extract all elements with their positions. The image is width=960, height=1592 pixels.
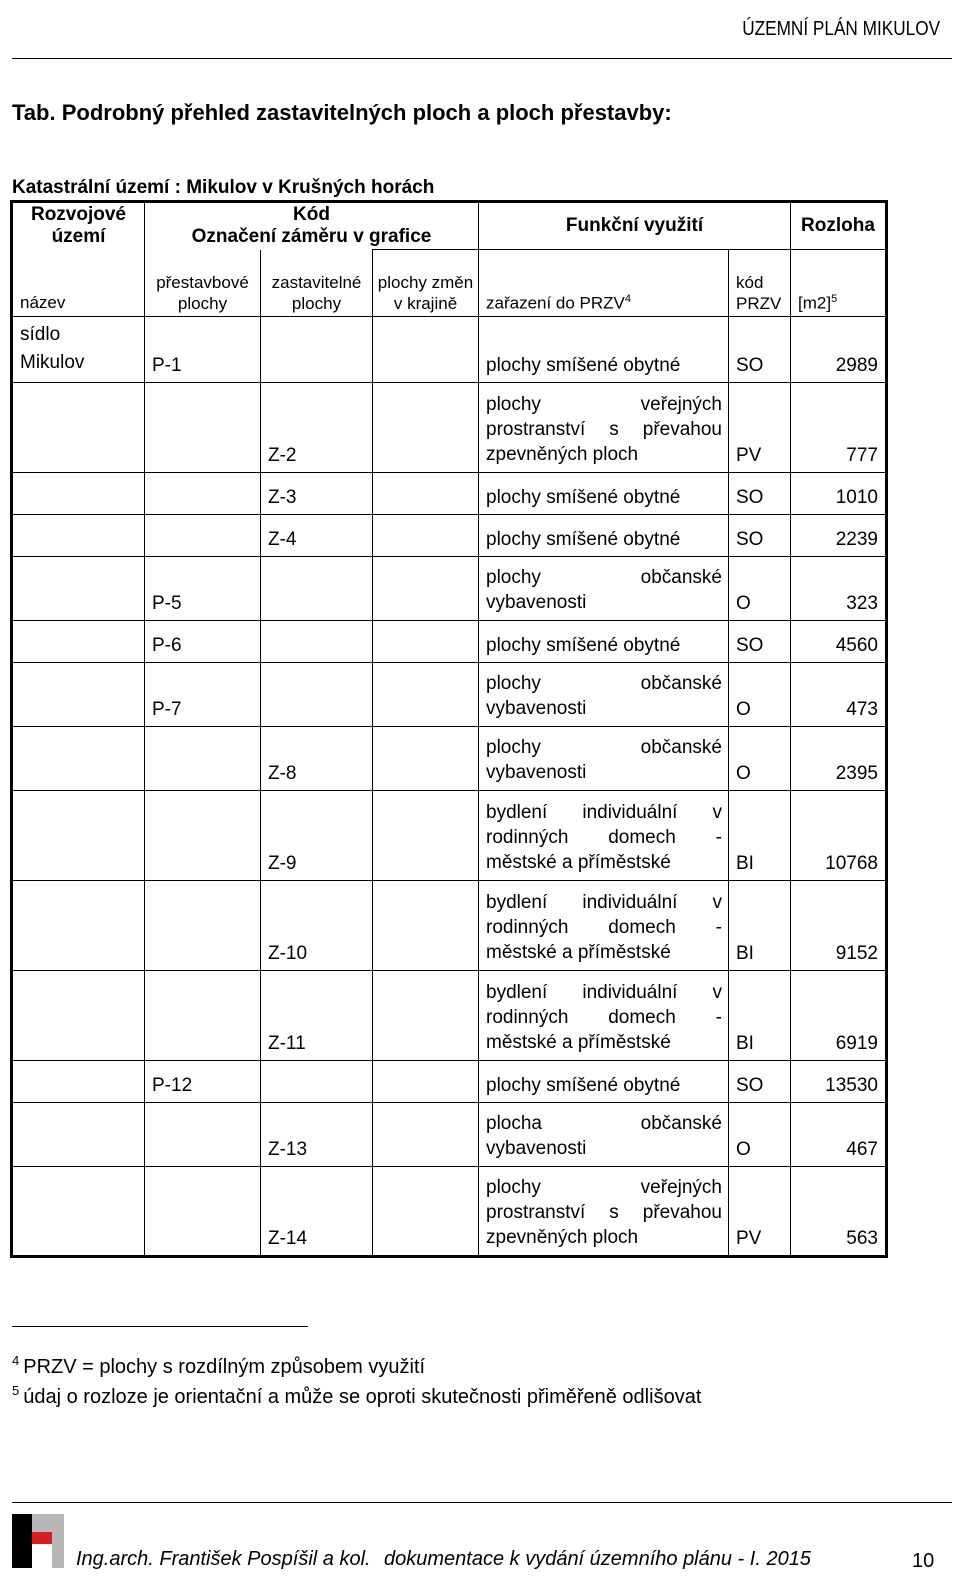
row-rozloha: 473 [791,663,887,727]
table-row [12,317,145,383]
row-zmena [373,473,479,515]
head-funkcni-vyuziti: Funkční využití [479,202,791,250]
row-kod: O [729,1103,791,1167]
row-zmena [373,317,479,383]
row-zastavitelna: Z-13 [261,1103,373,1167]
row-nazev [12,1167,145,1257]
row-rozloha: 467 [791,1103,887,1167]
footer-document: dokumentace k vydání územního plánu - I. 2015 [384,1548,811,1570]
row-rozloha: 563 [791,1167,887,1257]
page-number: 10 [912,1550,935,1572]
row-kod: O [729,663,791,727]
row-kod: SO [729,473,791,515]
head-kod: Kód Označení záměru v grafice [145,202,479,250]
row-rozloha: 13530 [791,1061,887,1103]
row-prestavba [145,383,261,473]
cadastre-label: Katastrální území : Mikulov v Krušných horách [12,177,435,198]
row-prestavba: P-1 [145,317,261,383]
row-prestavba [145,971,261,1061]
head-rozloha: Rozloha [791,202,887,250]
row-rozloha: 1010 [791,473,887,515]
head-zarazeni: zařazení do PRZV$^4$ [479,250,729,317]
head-nazev: název [12,250,145,317]
table-row [12,1061,887,1103]
row-kod: SO [729,1061,791,1103]
row-zastavitelna [261,621,373,663]
row-kod: SO [729,621,791,663]
row-rozloha: 9152 [791,881,887,971]
header-rule [12,58,952,59]
table-row [12,1103,887,1167]
row-prestavba: P-12 [145,1061,261,1103]
row-nazev [12,515,145,557]
row-kod: O [729,727,791,791]
row-nazev [12,971,145,1061]
row-rozloha: 4560 [791,621,887,663]
table-row [12,971,887,1061]
row-rozloha: 2239 [791,515,887,557]
table-row [12,383,887,473]
row-zastavitelna: Z-10 [261,881,373,971]
row-vyuziti: plocha občanské vybavenosti [479,1103,729,1167]
row-zmena [373,971,479,1061]
row-rozloha: 323 [791,557,887,621]
row-zastavitelna: Z-4 [261,515,373,557]
row-nazev [12,557,145,621]
row-zmena [373,1061,479,1103]
row-vyuziti: plochy občanské vybavenosti [479,663,729,727]
row-zastavitelna: Z-8 [261,727,373,791]
row-kod: SO [729,317,791,383]
row-prestavba [145,515,261,557]
footnote-rule [12,1326,308,1327]
row-prestavba [145,1103,261,1167]
row-prestavba: P-5 [145,557,261,621]
row-vyuziti: bydlení individuální v rodinných domech - městské a příměstské [479,971,729,1061]
footer-author: Ing.arch. František Pospíšil a kol. [76,1548,371,1570]
table-row [12,881,887,971]
row-prestavba: P-6 [145,621,261,663]
row-vyuziti: plochy občanské vybavenosti [479,557,729,621]
row-zmena [373,663,479,727]
row-kod: SO [729,515,791,557]
row-zastavitelna [261,663,373,727]
row-vyuziti: plochy občanské vybavenosti [479,727,729,791]
plots-table [10,200,888,1258]
row-zastavitelna [261,557,373,621]
row-vyuziti: plochy veřejných prostranství s převahou zpevněných ploch [479,1167,729,1257]
running-header: ÚZEMNÍ PLÁN MIKULOV [742,18,940,40]
table-row [12,791,887,881]
head-kod-przv: kód PRZV [729,250,791,317]
row-zastavitelna: Z-14 [261,1167,373,1257]
row-rozloha: 10768 [791,791,887,881]
row-zastavitelna: Z-2 [261,383,373,473]
table-body [12,383,887,1257]
row-nazev [12,663,145,727]
row-nazev: Mikulov [20,352,85,373]
row-kod: BI [729,971,791,1061]
head-zastavitelne: zastavitelné plochy [261,250,373,317]
row-nazev [12,473,145,515]
row-rozloha: 777 [791,383,887,473]
table-row [12,621,887,663]
row-vyuziti: plochy smíšené obytné [479,621,729,663]
row-vyuziti: bydlení individuální v rodinných domech - městské a příměstské [479,881,729,971]
row-nazev [12,727,145,791]
row-prestavba: P-7 [145,663,261,727]
row-prestavba [145,1167,261,1257]
footnote-5: $^5$ údaj o rozloze je orientační a může se oproti skutečnosti přiměřeně odlišovat [12,1383,702,1408]
table-title: Tab. Podrobný přehled zastavitelných ploch a ploch přestavby: [12,100,672,125]
row-kod: BI [729,881,791,971]
row-zmena [373,1103,479,1167]
row-prestavba [145,727,261,791]
row-rozloha: 6919 [791,971,887,1061]
row-zastavitelna [261,1061,373,1103]
row-nazev [12,1061,145,1103]
head-prestavbove: přestavbové plochy [145,250,261,317]
head-rozvojove: Rozvojové území [12,202,145,250]
footnote-4: $^4$ PRZV = plochy s rozdílným způsobem využití [12,1353,426,1378]
table-row [12,1167,887,1257]
row-zastavitelna [261,317,373,383]
row-zmena [373,383,479,473]
row-vyuziti: plochy veřejných prostranství s převahou zpevněných ploch [479,383,729,473]
table-row [12,557,887,621]
row-vyuziti: plochy smíšené obytné [479,473,729,515]
row-vyuziti: bydlení individuální v rodinných domech - městské a příměstské [479,791,729,881]
row-kod: O [729,557,791,621]
row-kod: PV [729,383,791,473]
row-rozloha: 2989 [791,317,887,383]
row-nazev [12,383,145,473]
row-zmena [373,621,479,663]
row-zmena [373,727,479,791]
row-zastavitelna: Z-11 [261,971,373,1061]
table-row [12,473,887,515]
row-zmena [373,515,479,557]
row-prestavba [145,791,261,881]
row-nazev [12,621,145,663]
row-zmena [373,791,479,881]
row-zastavitelna: Z-9 [261,791,373,881]
row-vyuziti: plochy smíšené obytné [479,1061,729,1103]
row-zmena [373,1167,479,1257]
row-vyuziti: plochy smíšené obytné [479,317,729,383]
table-row [12,515,887,557]
row-prestavba [145,881,261,971]
row-zastavitelna: Z-3 [261,473,373,515]
head-m2: $[m2]^5$ [791,250,887,317]
row-rozloha: 2395 [791,727,887,791]
table-row [12,727,887,791]
author-logo-icon [12,1514,64,1568]
row-nazev [12,881,145,971]
row-nazev [12,1103,145,1167]
row-vyuziti: plochy smíšené obytné [479,515,729,557]
row-zmena [373,557,479,621]
row-zmena [373,881,479,971]
table-row [12,663,887,727]
sidlo-label: sídlo [20,324,61,345]
row-prestavba [145,473,261,515]
head-zmeny-v-krajine: plochy změn v krajině [373,250,479,317]
row-nazev [12,791,145,881]
row-kod: PV [729,1167,791,1257]
footer-rule [12,1502,952,1503]
row-kod: BI [729,791,791,881]
